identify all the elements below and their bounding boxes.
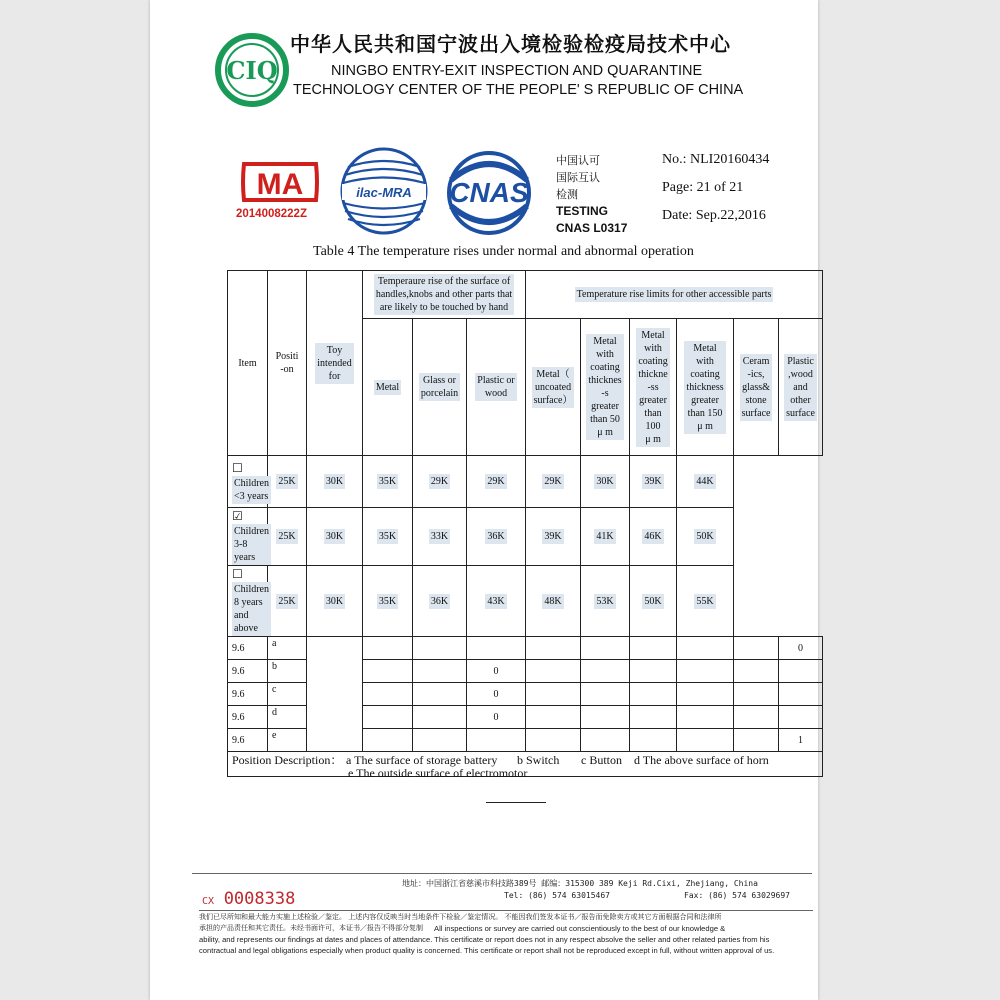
cnas-code: CNAS L0317 (556, 221, 628, 235)
footer-address: 地址：中国浙江省慈溪市科技路389号 邮编：315300 389 Keji Rd.Cixi, Zhejiang, China (402, 879, 758, 888)
result-value (677, 729, 734, 752)
result-value (734, 683, 779, 706)
center-title-en-2: TECHNOLOGY CENTER OF THE PEOPLE' S REPUBLIC OF CHINA (293, 82, 744, 98)
result-value (467, 637, 526, 660)
result-value (581, 637, 630, 660)
ciq-logo-icon (214, 32, 290, 108)
serial-number: CX 0008338 (202, 889, 296, 909)
result-value (363, 683, 413, 706)
limit-value: 35K (363, 508, 413, 566)
position-desc-e: e The outside surface of electromotor (348, 766, 528, 780)
cnas-text-cn-2: 国际互认 (556, 171, 600, 184)
end-rule (486, 802, 546, 803)
disclaimer-cn-1: 我们已尽所知和最大能力实施上述检验／鉴定。 上述内容仅反映当时当地条件下检验／鉴定情况。 不能因我们签发本证书／报告而免除卖方或其它方面根据合同和法律所 (199, 913, 722, 921)
disclaimer-cn-2: 承担的产品责任和其它责任。未经书面许可，本证书／报告不得部分复制 (199, 924, 423, 932)
limit-value: 35K (363, 566, 413, 637)
result-value (581, 660, 630, 683)
limit-value: 33K (413, 508, 467, 566)
age-group-cell: ☑ Children 3-8 years (228, 508, 268, 566)
position-cell: b (268, 660, 307, 683)
position-desc-b: b Switch (517, 753, 560, 767)
result-value (526, 660, 581, 683)
result-value (630, 683, 677, 706)
result-value: 0 (467, 660, 526, 683)
checkbox-icon[interactable]: ☐ (232, 460, 243, 475)
limit-value: 36K (413, 566, 467, 637)
subheader-0: Metal (363, 319, 413, 456)
result-value (779, 683, 823, 706)
result-value: 0 (467, 683, 526, 706)
result-value (734, 637, 779, 660)
table-row (228, 637, 823, 660)
age-group-cell: ☐ Children <3 years (228, 456, 268, 508)
limit-value: 39K (526, 508, 581, 566)
limit-value: 29K (413, 456, 467, 508)
result-value (413, 706, 467, 729)
age-group-cell: ☐ Children 8 years and above (228, 566, 268, 637)
svg-text:ilac-MRA: ilac-MRA (356, 185, 412, 200)
cnas-mark-icon (437, 150, 541, 236)
result-value (677, 660, 734, 683)
result-value: 0 (467, 706, 526, 729)
position-desc-a: a The surface of storage battery (346, 753, 498, 767)
footer-tel: Tel: (86) 574 63015467 (504, 891, 610, 900)
result-value (467, 729, 526, 752)
item-cell: 9.6 (228, 683, 268, 706)
footer-divider (192, 873, 812, 874)
limit-value: 36K (467, 508, 526, 566)
result-value (363, 637, 413, 660)
position-cell: c (268, 683, 307, 706)
subheader-4: Metal with coating thicknes -s greater than 50 μ m (581, 319, 630, 456)
subheader-7: Ceram -ics, glass& stone surface (734, 319, 779, 456)
item-cell: 9.6 (228, 729, 268, 752)
result-value (630, 660, 677, 683)
item-cell: 9.6 (228, 660, 268, 683)
footer-fax: Fax: (86) 574 63029697 (684, 891, 790, 900)
result-value (526, 683, 581, 706)
result-value (677, 637, 734, 660)
result-value (677, 683, 734, 706)
limit-value: 30K (307, 566, 363, 637)
svg-text:MA: MA (256, 168, 304, 201)
item-cell: 9.6 (228, 706, 268, 729)
limit-value: 48K (526, 566, 581, 637)
result-value: 0 (779, 637, 823, 660)
result-value (734, 706, 779, 729)
report-page: Page: 21 of 21 (662, 180, 744, 195)
subheader-6: Metal with coating thickness greater than 150 μ m (677, 319, 734, 456)
checkbox-icon[interactable]: ☐ (232, 567, 243, 581)
ilac-mra-icon (338, 145, 430, 237)
limit-value: 43K (467, 566, 526, 637)
result-value (734, 729, 779, 752)
disclaimer-en-3: contractual and legal obligations especially when product quality is concerned. This certificate or report shall not be reproduced except in full, without written approval of us. (199, 946, 775, 955)
report-date: Date: Sep.22,2016 (662, 208, 766, 223)
result-value (363, 660, 413, 683)
limit-value: 50K (677, 508, 734, 566)
result-value (581, 729, 630, 752)
result-value (779, 706, 823, 729)
subheader-5: Metal with coating thickne -ss greater than 100 μ m (630, 319, 677, 456)
temperature-rise-table (227, 270, 823, 777)
disclaimer-en-1: All inspections or survey are carried out conscientiously to the best of our knowledge & (434, 924, 726, 933)
header-other-accessible-parts: Temperature rise limits for other accessible parts (526, 271, 823, 319)
cnas-text-cn-3: 检测 (556, 188, 578, 201)
cnas-testing: TESTING (556, 204, 609, 218)
result-value (581, 706, 630, 729)
center-title-cn: 中华人民共和国宁波出入境检验检疫局技术中心 (290, 32, 731, 56)
limit-value: 25K (268, 566, 307, 637)
result-value (677, 706, 734, 729)
result-value (734, 660, 779, 683)
header-item: Item (228, 271, 268, 456)
limit-value: 53K (581, 566, 630, 637)
position-desc-c: c Button (581, 753, 622, 767)
result-value (363, 706, 413, 729)
footer-divider-2 (199, 910, 813, 911)
cnas-text-cn-1: 中国认可 (556, 154, 600, 167)
result-value: 1 (779, 729, 823, 752)
limit-value: 41K (581, 508, 630, 566)
limit-value: 29K (526, 456, 581, 508)
limit-value: 44K (677, 456, 734, 508)
report-number: No.: NLI20160434 (662, 152, 770, 167)
result-value (413, 660, 467, 683)
toy-blank-cell (307, 637, 363, 752)
limit-value: 46K (630, 508, 677, 566)
result-value (413, 637, 467, 660)
subheader-8: Plastic ,wood and other surface (779, 319, 823, 456)
limit-value: 39K (630, 456, 677, 508)
result-value (413, 683, 467, 706)
limit-value: 29K (467, 456, 526, 508)
result-value (779, 660, 823, 683)
cma-number: 2014008222Z (236, 208, 307, 220)
limit-value: 25K (268, 508, 307, 566)
subheader-2: Plastic or wood (467, 319, 526, 456)
subheader-1: Glass or porcelain (413, 319, 467, 456)
subheader-3: Metal（ uncoated surface） (526, 319, 581, 456)
position-cell: e (268, 729, 307, 752)
checked-box-icon[interactable]: ☑ (232, 509, 243, 523)
result-value (526, 729, 581, 752)
svg-text:CIQ: CIQ (226, 56, 278, 85)
limit-value: 35K (363, 456, 413, 508)
header-toy-intended-for: Toy intended for (307, 271, 363, 456)
svg-text:CNAS: CNAS (449, 177, 529, 208)
position-cell: d (268, 706, 307, 729)
limit-value: 55K (677, 566, 734, 637)
header-touched-surfaces: Temperaure rise of the surface of handles,knobs and other parts that are likely to be touched by hand (363, 271, 526, 319)
result-value (363, 729, 413, 752)
header-position: Positi -on (268, 271, 307, 456)
center-title-en-1: NINGBO ENTRY-EXIT INSPECTION AND QUARANTINE (331, 63, 703, 79)
table-caption: Table 4 The temperature rises under normal and abnormal operation (313, 244, 694, 259)
result-value (526, 706, 581, 729)
result-value (526, 637, 581, 660)
position-description-label: Position Description： (232, 753, 343, 767)
result-value (413, 729, 467, 752)
limit-value: 30K (307, 508, 363, 566)
limit-value: 50K (630, 566, 677, 637)
result-value (581, 683, 630, 706)
result-value (630, 637, 677, 660)
disclaimer-en-2: ability, and represents our findings at dates and places of attendance. This certificate or report does not in any respect absolve the seller and other related parties from his (199, 935, 770, 944)
position-cell: a (268, 637, 307, 660)
result-value (630, 729, 677, 752)
limit-value: 25K (268, 456, 307, 508)
limit-value: 30K (307, 456, 363, 508)
limit-value: 30K (581, 456, 630, 508)
cma-mark-icon (240, 158, 320, 206)
item-cell: 9.6 (228, 637, 268, 660)
position-desc-d: d The above surface of horn (634, 753, 769, 767)
result-value (630, 706, 677, 729)
